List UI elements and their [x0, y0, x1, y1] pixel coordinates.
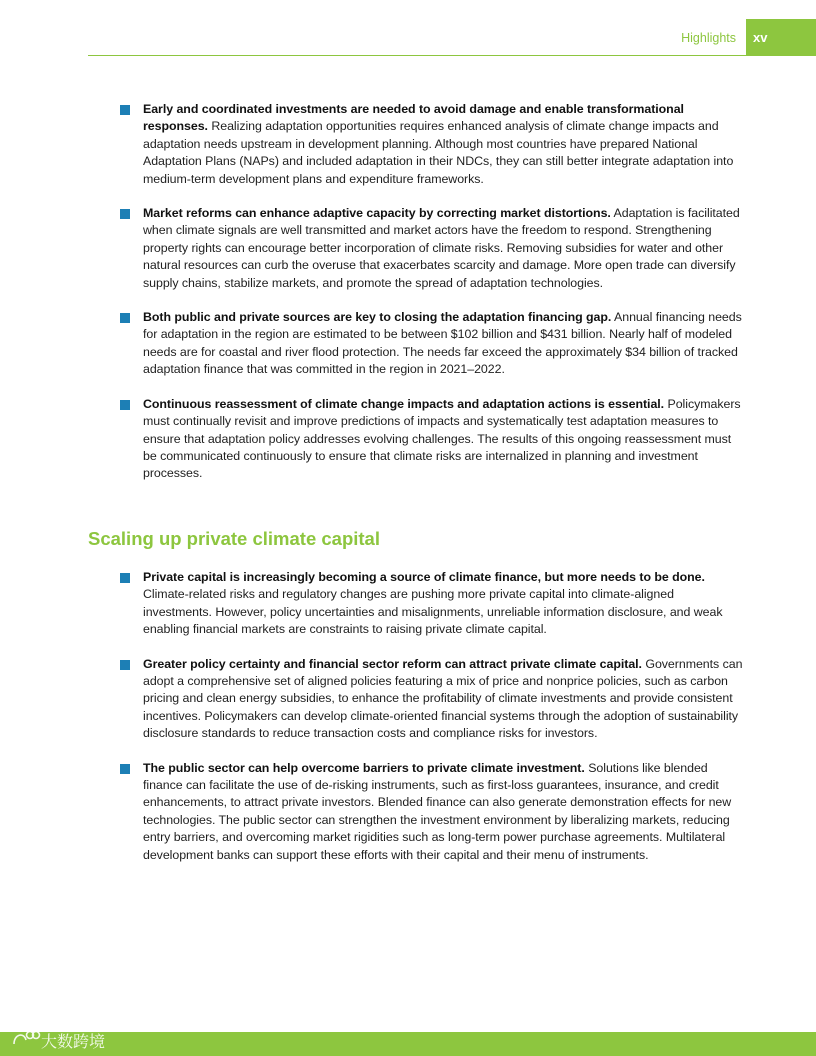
- square-bullet-icon: [120, 313, 130, 323]
- bullet-body: Annual financing needs for adaptation in the region are estimated to be between $102 billion and $431 billion. Nearly half of modeled needs are for coastal and river flood protection. The needs far exceed the approximately $34 billion of tracked adaptation finance that was committed in the region in 2021–2022.: [143, 310, 742, 377]
- square-bullet-icon: [120, 209, 130, 219]
- bullet-item: [120, 569, 746, 639]
- watermark-swirl-icon: [14, 1035, 26, 1044]
- private-capital-bullet-list: [120, 569, 746, 864]
- bullet-paragraph: [143, 101, 746, 188]
- watermark-logo: [10, 1026, 110, 1052]
- square-bullet-icon: [120, 400, 130, 410]
- bullet-item: [120, 101, 746, 188]
- bullet-paragraph: [143, 396, 746, 483]
- bullet-body: Climate-related risks and regulatory changes are pushing more private capital into climate-aligned investments. However, policy uncertainties and misalignments, unreliable information disclosure, and weak enabling financial markets are constraints to raising private climate capital.: [143, 587, 723, 637]
- footer-bar: [0, 1032, 816, 1056]
- bullet-lead: Market reforms can enhance adaptive capacity by correcting market distortions.: [143, 206, 611, 221]
- bullet-item: [120, 656, 746, 743]
- bullet-body: Governments can adopt a comprehensive set of aligned policies featuring a mix of price and nonprice policies, such as carbon pricing and clean energy subsidies, to enhance the profitability of climate investments and provide consistent incentives. Policymakers can develop climate-oriented financial systems through the adoption of sustainability disclosure standards to reduce transaction costs and compliance risks for investors.: [143, 656, 743, 741]
- bullet-item: [120, 760, 746, 864]
- watermark-text: 大数跨境: [41, 1032, 106, 1051]
- bullet-lead: Early and coordinated investments are needed to avoid damage and enable transformational responses.: [143, 102, 684, 134]
- square-bullet-icon: [120, 764, 130, 774]
- bullet-item: [120, 205, 746, 292]
- section-heading: Scaling up private climate capital: [88, 528, 380, 549]
- bullet-item: [120, 309, 746, 379]
- bullet-body: Solutions like blended finance can facilitate the use of de-risking instruments, such as first-loss guarantees, insurance, and credit enhancements, to attract private investors. Blended finance can also generate demonstration effects for new technologies. The public sector can strengthen the investment environment by liberalizing markets, reducing entry barriers, and overcoming market rigidities such as long-term power purchase agreements. Multilateral development banks can support these efforts with their capital and their menu of instruments.: [143, 760, 732, 862]
- bullet-paragraph: [143, 760, 746, 864]
- bullet-lead: Greater policy certainty and financial sector reform can attract private climate capital.: [143, 656, 642, 671]
- bullet-body: Realizing adaptation opportunities requires enhanced analysis of climate change impacts and adaptation needs upstream in development planning. Although most countries have prepared National Adaptation Plans (NAPs) and included adaptation in their NDCs, they can still better integrate adaptation into medium-term development plans and expenditure frameworks.: [143, 119, 734, 186]
- page-number: xv: [753, 29, 768, 45]
- header-rule: [88, 55, 816, 56]
- square-bullet-icon: [120, 660, 130, 670]
- square-bullet-icon: [120, 105, 130, 115]
- bullet-lead: Both public and private sources are key to closing the adaptation financing gap.: [143, 310, 612, 325]
- bullet-paragraph: [143, 205, 746, 292]
- bullet-paragraph: [143, 569, 746, 639]
- header-section-label: Highlights: [681, 31, 736, 45]
- adaptation-bullet-list: [120, 101, 746, 483]
- bullet-lead: The public sector can help overcome barriers to private climate investment.: [143, 760, 585, 775]
- bullet-lead: Continuous reassessment of climate change impacts and adaptation actions is essential.: [143, 396, 665, 411]
- page-number-badge: [746, 19, 816, 55]
- bullet-body: Policymakers must continually revisit and improve predictions of impacts and systematically test adaptation measures to ensure that adaptation policy addresses evolving challenges. The results of this ongoing reassessment must be communicated continuously to ensure that climate risks are internalized in planning and investment processes.: [143, 396, 741, 481]
- bullet-paragraph: [143, 656, 746, 743]
- bullet-paragraph: [143, 309, 746, 379]
- bullet-lead: Private capital is increasingly becoming a source of climate finance, but more needs to be done.: [143, 570, 705, 584]
- square-bullet-icon: [120, 573, 130, 583]
- bullet-item: [120, 396, 746, 483]
- bullet-body: Adaptation is facilitated when climate signals are well transmitted and market actors have the freedom to respond. Strengthening property rights can encourage better incorporation of climate risks. Removing subsidies for water and other natural resources can curb the overuse that exacerbates scarcity and damage. More open trade can diversify supply chains, stabilize markets, and promote the spread of adaptation technologies.: [143, 206, 740, 290]
